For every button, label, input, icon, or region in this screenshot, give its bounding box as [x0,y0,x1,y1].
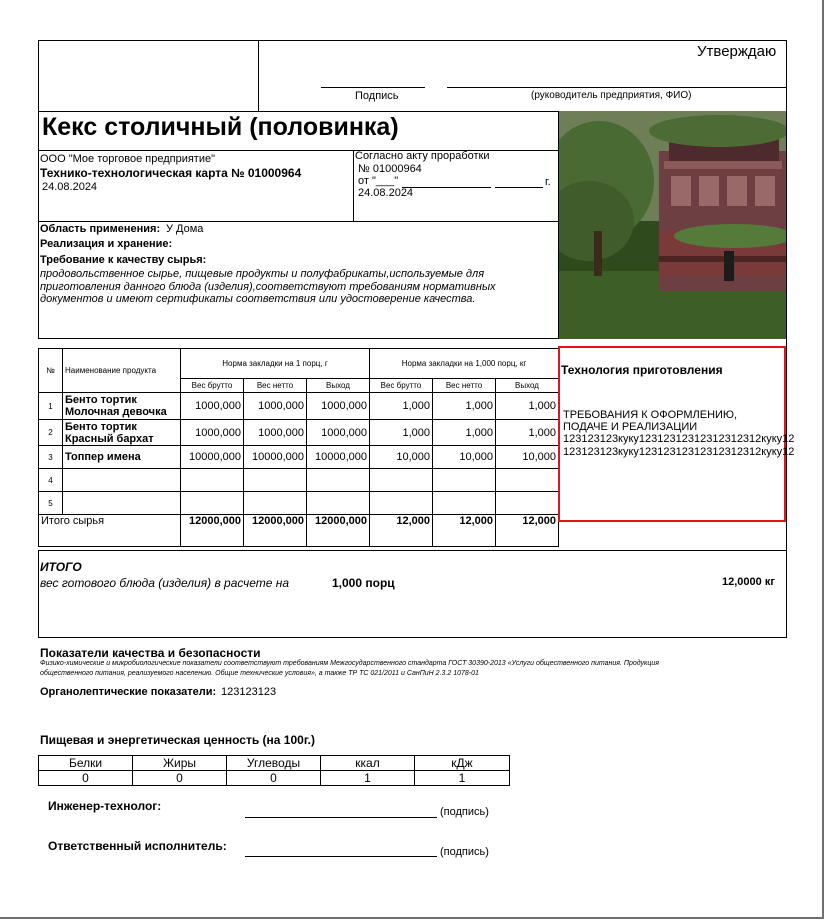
engineer-label: Инженер-технолог: [48,799,162,813]
header-box [38,40,787,112]
total-cell: 12000,000 [307,515,370,547]
approve-label: Утверждаю [697,43,777,60]
col-name-header: Наименование продукта [63,349,181,393]
manager-line [447,87,786,88]
value-cell [433,492,496,515]
nutrition-header: ккал [321,756,415,771]
storage-label: Реализация и хранение: [40,238,173,250]
value-cell: 1,000 [433,393,496,420]
products-table [38,348,559,547]
nutrition-header: Углеводы [227,756,321,771]
organoleptic-label: Органолептические показатели: [40,686,217,698]
product-name [63,420,181,446]
group2-header: Норма закладки на 1,000 порц, кг [370,349,559,379]
value-cell: 1,000 [370,393,433,420]
row-number: 4 [39,469,63,492]
card-title: Технико-технологическая карта № 01000964 [40,166,302,180]
quality-req-text-3: документов и имеют сертификаты соответствия или удостоверение качества. [40,293,476,305]
sub-header: Вес брутто [370,379,433,393]
itogo-weight-text: вес готового блюда (изделия) в расчете на [40,576,290,590]
value-cell: 1,000 [433,420,496,446]
card-date: 24.08.2024 [42,181,98,193]
row-number: 1 [39,393,63,420]
group1-header: Норма закладки на 1 порц, г [181,349,370,379]
nutrition-value: 0 [227,771,321,786]
scope-label: Область применения: [40,223,161,235]
sub-header: Выход [307,379,370,393]
value-cell [307,469,370,492]
row-number: 2 [39,420,63,446]
value-cell: 1,000 [496,393,559,420]
product-name [63,393,181,420]
row-number: 5 [39,492,63,515]
value-cell: 1000,000 [307,393,370,420]
itogo-box [38,550,787,638]
nutrition-title: Пищевая и энергетическая ценность (на 100г.) [40,733,315,747]
act-year-suffix: г. [545,176,551,188]
value-cell: 1000,000 [181,393,244,420]
product-name: Топпер имена [63,446,181,469]
recipe-title: Кекс столичный (половинка) [42,113,399,141]
manager-caption: (руководитель предприятия, ФИО) [531,90,692,101]
nutrition-table [38,755,510,786]
technology-line4: 123123123куку12312312312312312312куку12 [563,446,795,458]
table-row [39,393,559,420]
act-number: № 01000964 [358,163,422,175]
quality-text-2: общественного питания, реализуемого населению. Общие технические условия», а также ТР ТС 021/2011 и СанПиН 2.3.2 1078-01 [40,670,479,677]
value-cell [370,492,433,515]
value-cell [181,492,244,515]
total-cell: 12,000 [433,515,496,547]
table-row [39,492,559,515]
value-cell [496,492,559,515]
act-date: 24.08.2024 [358,187,414,199]
quality-req-text-1: продовольственное сырье, пищевые продукты и полуфабрикаты,используемые для [40,268,485,280]
total-cell: 12,000 [370,515,433,547]
signature-line [321,87,425,88]
scope-value: У Дома [166,223,204,235]
row-number: 3 [39,446,63,469]
value-cell [244,469,307,492]
value-cell [244,492,307,515]
sub-header: Вес нетто [433,379,496,393]
table-row [39,420,559,446]
value-cell [433,469,496,492]
value-cell: 10000,000 [244,446,307,469]
quality-req-label: Требование к качеству сырья: [40,254,207,266]
total-cell: 12,000 [496,515,559,547]
sub-header: Вес брутто [181,379,244,393]
value-cell [496,469,559,492]
total-cell: 12000,000 [181,515,244,547]
tech-right-border [786,339,787,551]
value-cell [370,469,433,492]
act-label: Согласно акту проработки [355,150,490,162]
totals-row [39,515,559,547]
totals-label: Итого сырья [39,515,181,547]
product-name [63,469,181,492]
nutrition-header: Белки [39,756,133,771]
nutrition-header: Жиры [133,756,227,771]
technology-line1: ТРЕБОВАНИЯ К ОФОРМЛЕНИЮ, [563,409,738,421]
value-cell: 1,000 [370,420,433,446]
card-bottom-line [38,221,558,222]
technology-line3: 123123123куку12312312312312312312куку12 [563,433,795,445]
value-cell: 10,000 [370,446,433,469]
nutrition-value: 1 [415,771,510,786]
table-row [39,446,559,469]
nutrition-header: кДж [415,756,510,771]
value-cell: 1000,000 [244,393,307,420]
value-cell: 10000,000 [307,446,370,469]
act-divider [353,150,354,221]
executor-label: Ответственный исполнитель: [48,839,227,853]
dish-photo [559,111,786,339]
act-date-line-2 [495,187,543,188]
quality-req-text-2: приготовления данного блюда (изделия),соответствуют требованиям нормативных [40,281,496,293]
quality-text-1: Физико-химические и микробиологические показатели соответствуют требованиям Межгосударственного стандарта ГОСТ 30390-2013 «Услуги общественного питания. Продукция [40,660,659,667]
value-cell: 1000,000 [244,420,307,446]
product-name-line1: Бенто тортик [65,420,137,433]
technology-title: Технология приготовления [561,363,723,377]
value-cell: 10000,000 [181,446,244,469]
product-name-line1: Бенто тортик [65,394,137,406]
technology-line2: ПОДАЧЕ И РЕАЛИЗАЦИИ [563,421,698,433]
nutrition-value: 0 [133,771,227,786]
act-date-line-1 [402,187,491,188]
act-from: от "___" [358,175,399,187]
quality-title: Показатели качества и безопасности [40,646,261,660]
header-divider [258,40,259,112]
value-cell: 10,000 [433,446,496,469]
value-cell [307,492,370,515]
product-name [63,492,181,515]
product-name-line2: Молочная девочка [65,406,167,418]
col-num-header: № [39,349,63,393]
value-cell [181,469,244,492]
organoleptic-value: 123123123 [221,686,277,698]
sub-header: Вес нетто [244,379,307,393]
engineer-sign-line [245,817,437,818]
itogo-kg: 12,0000 кг [722,576,775,588]
value-cell: 10,000 [496,446,559,469]
sub-header: Выход [496,379,559,393]
value-cell: 1000,000 [181,420,244,446]
itogo-label: ИТОГО [40,560,82,574]
signature-caption: Подпись [355,90,399,102]
product-name-line2: Красный бархат [65,432,154,445]
executor-sign-caption: (подпись) [440,846,489,858]
table-row [39,469,559,492]
company-name: ООО "Мое торговое предприятие" [40,153,216,165]
total-cell: 12000,000 [244,515,307,547]
value-cell: 1,000 [496,420,559,446]
engineer-sign-caption: (подпись) [440,806,489,818]
value-cell: 1000,000 [307,420,370,446]
nutrition-value: 0 [39,771,133,786]
itogo-portions: 1,000 порц [332,576,395,590]
executor-sign-line [245,856,437,857]
nutrition-value: 1 [321,771,415,786]
